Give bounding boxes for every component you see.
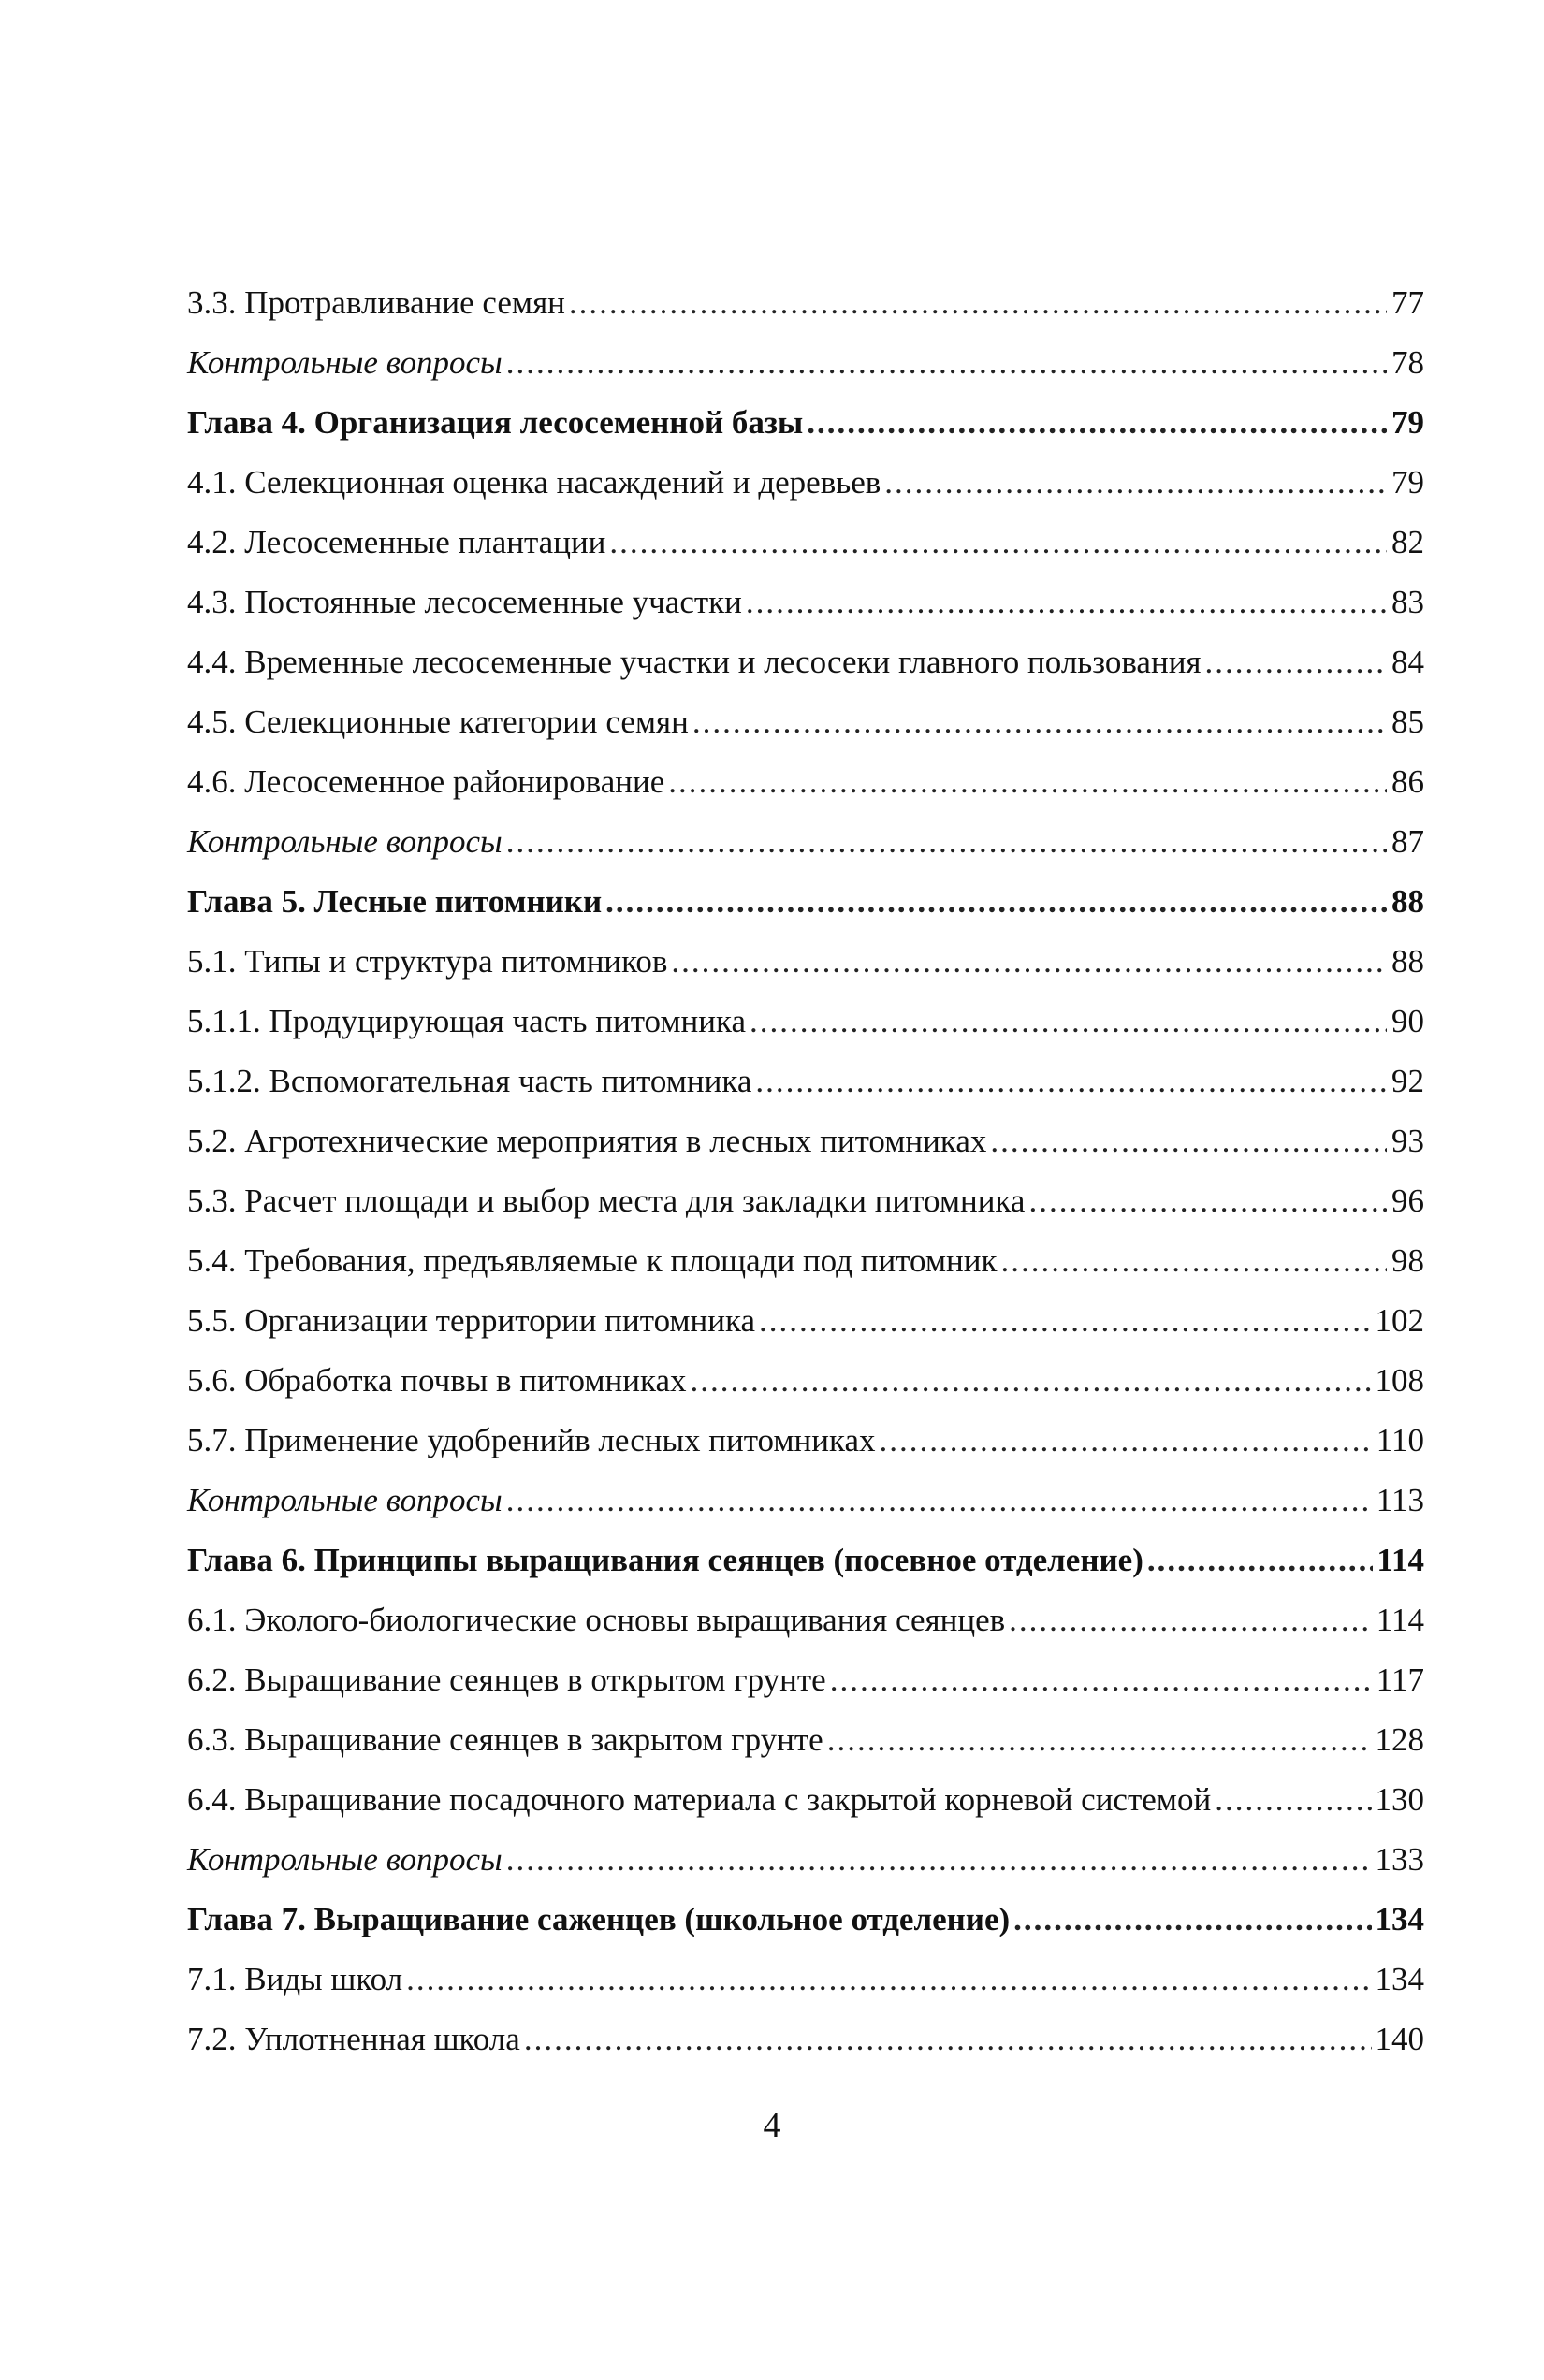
toc-entry-title: 5.2. Агротехнические мероприятия в лесных питомниках (187, 1123, 987, 1159)
dot-leader (746, 573, 1387, 632)
toc-entry-title: 4.1. Селекционная оценка насаждений и деревьев (187, 464, 881, 501)
toc-entry-page: 90 (1391, 1003, 1424, 1039)
toc-entry-title: 5.4. Требования, предъявляемые к площади под питомник (187, 1242, 998, 1279)
table-of-contents (187, 273, 1424, 2069)
toc-entry-title: 7.1. Виды школ (187, 1961, 403, 1997)
toc-entry-page: 77 (1391, 284, 1424, 321)
toc-entry (187, 1710, 1424, 1770)
dot-leader (1009, 1590, 1373, 1650)
toc-entry (187, 992, 1424, 1052)
toc-entry-page: 79 (1391, 404, 1424, 441)
toc-entry-page: 92 (1391, 1063, 1424, 1099)
dot-leader (609, 513, 1387, 573)
toc-entry-page: 98 (1391, 1242, 1424, 1279)
dot-leader (759, 1291, 1371, 1351)
toc-entry (187, 1471, 1424, 1531)
toc-entry (187, 453, 1424, 513)
toc-entry-title: Глава 7. Выращивание саженцев (школьное отделение) (187, 1901, 1011, 1937)
dot-leader (827, 1710, 1372, 1770)
dot-leader (1000, 1231, 1387, 1291)
toc-entry (187, 1590, 1424, 1650)
toc-entry-page: 93 (1391, 1123, 1424, 1159)
dot-leader (1028, 1171, 1387, 1231)
toc-entry-title: 4.5. Селекционные категории семян (187, 704, 689, 740)
toc-entry-page: 110 (1376, 1422, 1424, 1458)
toc-entry-title: 4.6. Лесосеменное районирование (187, 763, 665, 800)
dot-leader (506, 1830, 1372, 1890)
toc-entry-title: Контрольные вопросы (187, 344, 503, 381)
toc-entry-title: 5.1.1. Продуцирующая часть питомника (187, 1003, 746, 1039)
toc-entry-page: 88 (1391, 883, 1424, 920)
toc-chapter-heading (187, 1890, 1424, 1950)
dot-leader (569, 273, 1387, 333)
toc-entry (187, 752, 1424, 812)
dot-leader (1205, 632, 1387, 692)
toc-entry-page: 133 (1375, 1841, 1424, 1878)
dot-leader (406, 1950, 1371, 2010)
toc-entry-title: 5.1.2. Вспомогательная часть питомника (187, 1063, 752, 1099)
toc-entry (187, 1411, 1424, 1471)
toc-entry (187, 1052, 1424, 1111)
toc-entry-page: 114 (1376, 1602, 1424, 1638)
toc-entry-page: 114 (1376, 1542, 1424, 1578)
dot-leader (506, 333, 1387, 393)
toc-entry-title: 4.2. Лесосеменные плантации (187, 524, 606, 560)
toc-entry (187, 1231, 1424, 1291)
dot-leader (750, 992, 1387, 1052)
toc-entry-title: Глава 5. Лесные питомники (187, 883, 603, 920)
toc-entry-page: 86 (1391, 763, 1424, 800)
toc-entry-title: Контрольные вопросы (187, 823, 503, 860)
toc-entry-title: 4.3. Постоянные лесосеменные участки (187, 584, 742, 620)
dot-leader (1013, 1890, 1371, 1950)
toc-entry-page: 83 (1391, 584, 1424, 620)
toc-entry-page: 87 (1391, 823, 1424, 860)
dot-leader (691, 1351, 1372, 1411)
toc-entry-title: 6.4. Выращивание посадочного материала с закрытой корневой системой (187, 1781, 1212, 1818)
toc-chapter-heading (187, 1531, 1424, 1590)
toc-entry-title: 4.4. Временные лесосеменные участки и лесосеки главного пользования (187, 644, 1202, 680)
dot-leader (668, 752, 1387, 812)
toc-entry-title: 3.3. Протравливание семян (187, 284, 565, 321)
toc-entry-page: 85 (1391, 704, 1424, 740)
dot-leader (671, 932, 1387, 992)
toc-entry-page: 82 (1391, 524, 1424, 560)
dot-leader (830, 1650, 1373, 1710)
toc-entry (187, 513, 1424, 573)
toc-entry-title: 5.1. Типы и структура питомников (187, 943, 668, 980)
toc-entry (187, 273, 1424, 333)
toc-chapter-heading (187, 393, 1424, 453)
toc-entry-title: 5.7. Применение удобренийв лесных питомниках (187, 1422, 876, 1458)
toc-entry (187, 1650, 1424, 1710)
toc-entry-title: 5.3. Расчет площади и выбор места для закладки питомника (187, 1183, 1026, 1219)
dot-leader (605, 872, 1387, 932)
toc-entry-title: 5.5. Организации территории питомника (187, 1302, 756, 1339)
toc-entry (187, 692, 1424, 752)
toc-entry-title: Контрольные вопросы (187, 1841, 503, 1878)
toc-entry (187, 632, 1424, 692)
toc-entry-page: 134 (1375, 1901, 1424, 1937)
toc-entry-title: 6.1. Эколого-биологические основы выращивания сеянцев (187, 1602, 1006, 1638)
toc-entry (187, 812, 1424, 872)
dot-leader (1215, 1770, 1371, 1830)
toc-entry (187, 932, 1424, 992)
dot-leader (692, 692, 1387, 752)
toc-entry-page: 128 (1375, 1721, 1424, 1758)
toc-entry-page: 78 (1391, 344, 1424, 381)
toc-entry-title: Глава 4. Организация лесосеменной базы (187, 404, 804, 441)
toc-entry-page: 117 (1376, 1662, 1424, 1698)
toc-entry-title: 5.6. Обработка почвы в питомниках (187, 1362, 687, 1399)
dot-leader (1147, 1531, 1374, 1590)
toc-entry-page: 88 (1391, 943, 1424, 980)
toc-entry (187, 1950, 1424, 2010)
toc-entry (187, 1351, 1424, 1411)
toc-entry-page: 130 (1375, 1781, 1424, 1818)
toc-entry-page: 113 (1376, 1482, 1424, 1518)
dot-leader (755, 1052, 1387, 1111)
toc-entry-title: 6.2. Выращивание сеянцев в открытом грунте (187, 1662, 826, 1698)
toc-entry (187, 1770, 1424, 1830)
dot-leader (807, 393, 1387, 453)
toc-entry-page: 140 (1375, 2021, 1424, 2057)
toc-entry-title: 6.3. Выращивание сеянцев в закрытом грунте (187, 1721, 823, 1758)
toc-entry-page: 96 (1391, 1183, 1424, 1219)
toc-entry-page: 134 (1375, 1961, 1424, 1997)
toc-entry-title: 7.2. Уплотненная школа (187, 2021, 520, 2057)
toc-entry-page: 79 (1391, 464, 1424, 501)
toc-entry (187, 333, 1424, 393)
toc-entry-page: 108 (1375, 1362, 1424, 1399)
dot-leader (506, 812, 1387, 872)
toc-entry (187, 1171, 1424, 1231)
toc-chapter-heading (187, 872, 1424, 932)
dot-leader (524, 2010, 1372, 2069)
dot-leader (506, 1471, 1373, 1531)
page-number: 4 (763, 2106, 781, 2145)
toc-entry-page: 84 (1391, 644, 1424, 680)
dot-leader (990, 1111, 1387, 1171)
toc-entry (187, 573, 1424, 632)
toc-entry (187, 1291, 1424, 1351)
dot-leader (884, 453, 1387, 513)
toc-entry (187, 2010, 1424, 2069)
toc-entry-title: Контрольные вопросы (187, 1482, 503, 1518)
toc-entry (187, 1830, 1424, 1890)
toc-entry (187, 1111, 1424, 1171)
toc-entry-title: Глава 6. Принципы выращивания сеянцев (посевное отделение) (187, 1542, 1143, 1578)
toc-entry-page: 102 (1375, 1302, 1424, 1339)
dot-leader (880, 1411, 1373, 1471)
